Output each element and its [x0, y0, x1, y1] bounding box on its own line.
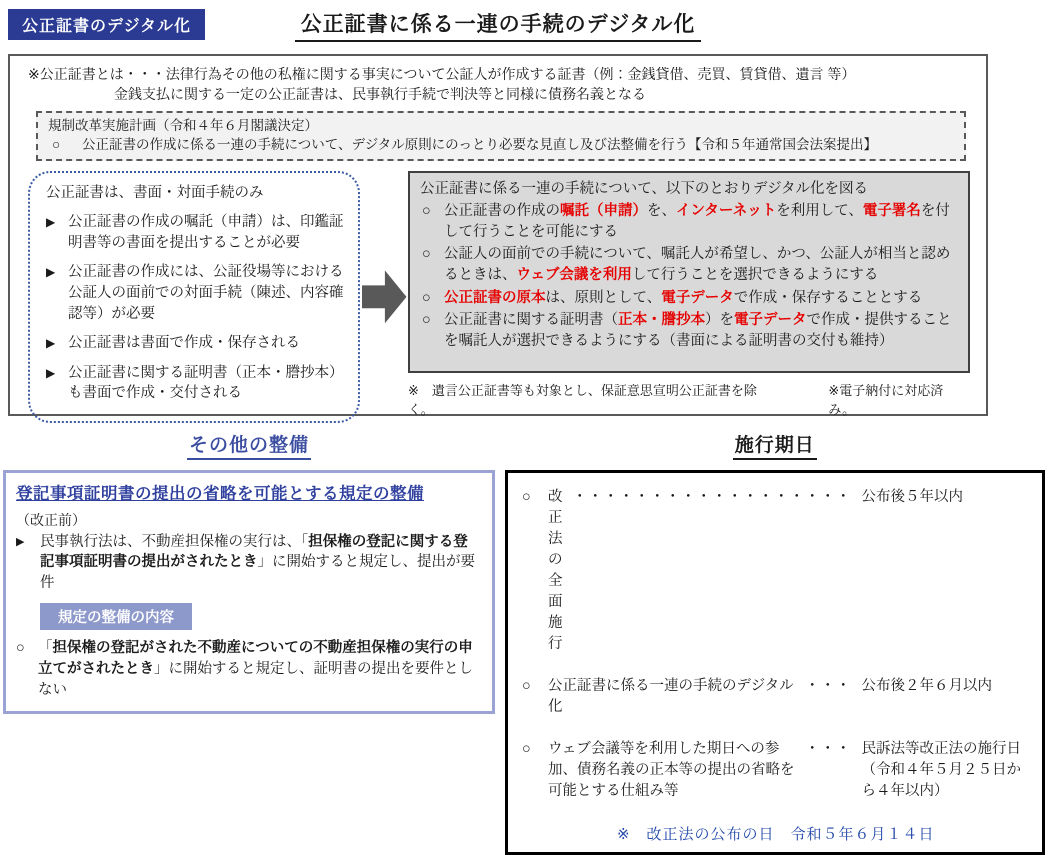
schedule-row: [522, 739, 1030, 802]
page-title: 公正証書に係る一連の手続のデジタル化: [295, 8, 702, 42]
topic-badge: 公正証書のデジタル化: [8, 9, 205, 40]
dot-leader: ・・・: [805, 678, 852, 695]
text-segment: ウェブ会議を利用: [516, 267, 632, 284]
list-item: [420, 310, 958, 351]
circle-marker: ○: [52, 137, 61, 153]
text-segment: して行うことを選択できるようにする: [631, 267, 879, 284]
plan-line2-text: 公正証書の作成に係る一連の手続について、デジタル原則にのっとり必要な見直し及び法整備を行う【令和５年通常国会法案提出】: [82, 137, 878, 153]
promulgation-note: ※ 改正法の公布の日 令和５年６月１４日: [616, 826, 935, 844]
right-arrow-icon: [362, 267, 407, 327]
list-item: [420, 288, 958, 309]
list-item: [46, 333, 346, 354]
definition-text: [28, 64, 978, 105]
text-segment: 公証人の面前での手続について、嘱託人が希望し、かつ、公証人が相当と認めるときは、: [444, 246, 951, 284]
text-segment: 正本・謄抄本: [618, 312, 705, 329]
current-item-text: 公正証書に関する証明書（正本・謄抄本）も書面で作成・交付される: [68, 364, 344, 402]
current-state-box: [28, 171, 360, 423]
text-segment: を付して行うことを可能にする: [444, 203, 950, 240]
current-item-text: 公正証書の作成の嘱託（申請）は、印鑑証明書等の書面を提出することが必要: [68, 214, 344, 251]
digitalization-title: 公正証書に係る一連の手続について、以下のとおりデジタル化を図る: [420, 180, 869, 197]
before-revision-item: [16, 532, 482, 593]
circle-marker: ○: [422, 312, 431, 329]
other-improvements-section: [0, 430, 500, 855]
digital-item-text: [444, 310, 958, 351]
text-segment: 電子データ: [661, 289, 734, 306]
circle-marker: ○: [522, 678, 531, 695]
after-item-text: [38, 638, 482, 701]
reform-plan-box: [36, 111, 966, 161]
footnotes: [408, 380, 970, 418]
before-item-text: [40, 532, 482, 593]
current-item-text: 公正証書は書面で作成・保存される: [68, 335, 300, 352]
header: [0, 0, 996, 50]
text-segment: 電子署名: [862, 203, 921, 220]
schedule-label: ウェブ会議等を利用した期日への参加、債務名義の正本等の提出の省略を可能とする仕組み等: [548, 741, 795, 800]
before-revision-label: （改正前）: [16, 512, 86, 528]
list-item: [46, 212, 346, 253]
dot-leader: ・・・・・・・・・・・・・・・・・・: [572, 489, 852, 505]
other-improvements-box: [3, 470, 495, 714]
triangle-bullet-icon: ▶: [16, 536, 25, 548]
text-segment: 」に開始すると規定し、証明書の提出を要件としない: [38, 660, 473, 698]
other-improvements-heading: その他の整備: [187, 430, 311, 460]
text-segment: 公正証書の作成の: [444, 203, 560, 220]
text-segment: 電子データ: [734, 312, 807, 329]
schedule-value: 公布後５年以内: [861, 489, 963, 505]
text-segment: 民事執行法は、不動産担保権の実行は、「: [40, 534, 309, 550]
flow-diagram: [28, 171, 970, 423]
text-segment: を利用して、: [776, 203, 863, 220]
text-segment: 嘱託（申請）: [560, 203, 647, 220]
text-segment: 担保権の登記がされた不動産についての不動産担保権の実行の申立てがされたとき: [38, 639, 473, 677]
enforcement-schedule-section: [500, 430, 1053, 855]
schedule-label: 改正法の全面施行: [548, 489, 563, 653]
triangle-bullet-icon: ▶: [46, 215, 56, 230]
triangle-bullet-icon: ▶: [46, 336, 56, 351]
footnote: ※電子納付に対応済み。: [828, 382, 944, 417]
definition-line1: ※公正証書とは・・・法律行為その他の私権に関する事実について公証人が作成する証書（例：金銭貸借、売買、賃貸借、遺言 等）: [28, 66, 856, 82]
digital-item-text: [444, 288, 922, 309]
text-segment: 公正証書の原本: [444, 289, 546, 306]
current-state-title: 公正証書は、書面・対面手続のみ: [46, 184, 264, 201]
triangle-bullet-icon: ▶: [46, 365, 56, 380]
other-box-title: 登記事項証明書の提出の省略を可能とする規定の整備: [16, 485, 424, 503]
enforcement-schedule-heading: 施行期日: [733, 430, 817, 460]
transition-arrow: [360, 171, 408, 423]
list-item: [46, 262, 346, 324]
circle-marker: ○: [522, 741, 531, 758]
plan-line2: [48, 135, 954, 155]
digitalization-column: [408, 171, 970, 423]
enforcement-schedule-box: [505, 470, 1045, 855]
circle-marker: ○: [422, 246, 431, 263]
plan-line1: 規制改革実施計画（令和４年６月閣議決定）: [48, 117, 318, 133]
schedule-value: 民訴法等改正法の施行日（令和４年５月２５日から４年以内）: [861, 741, 1021, 800]
schedule-row: [522, 487, 1030, 655]
circle-marker: ○: [422, 289, 431, 306]
text-segment: インターネット: [676, 203, 777, 220]
circle-marker: ○: [422, 203, 431, 220]
text-segment: 公正証書に関する証明書（: [444, 312, 618, 329]
rule-content-badge: 規定の整備の内容: [40, 603, 192, 630]
list-item: [420, 244, 958, 285]
dot-leader: ・・・: [805, 741, 852, 758]
text-segment: で作成・保存することとする: [733, 289, 923, 306]
list-item: [420, 201, 958, 242]
schedule-value: 公布後２年６月以内: [861, 678, 992, 695]
bottom-sections: [0, 430, 1021, 855]
footnote: ※ 遺言公正証書等も対象とし、保証意思宣明公正証書を除く。: [408, 382, 757, 417]
text-segment: 担保権の登記に関する登記事項証明書の提出がされたとき: [40, 534, 468, 571]
text-segment: で作成・提供することを嘱託人が選択できるようにする（書面による証明書の交付も維持）: [444, 312, 952, 349]
list-item: [46, 363, 346, 404]
schedule-row: [522, 676, 1030, 718]
circle-marker: ○: [16, 639, 25, 656]
text-segment: は、原則として、: [545, 289, 662, 306]
triangle-bullet-icon: ▶: [46, 265, 56, 280]
schedule-label: 公正証書に係る一連の手続のデジタル化: [548, 678, 794, 716]
overview-panel: [8, 54, 988, 416]
after-revision-item: [16, 638, 482, 701]
text-segment: 「: [38, 639, 53, 656]
current-item-text: 公正証書の作成には、公証役場等における公証人の面前での対面手続（陳述、内容確認等）が必要: [68, 264, 344, 322]
circle-marker: ○: [522, 489, 531, 505]
text-segment: を、: [647, 203, 676, 220]
text-segment: ）を: [705, 312, 734, 329]
text-segment: 」に開始すると規定し、提出が要件: [40, 554, 475, 591]
digitalization-box: [408, 171, 970, 373]
digital-item-text: [444, 244, 958, 285]
digital-item-text: [444, 201, 958, 242]
definition-line2: 金銭支払に関する一定の公正証書は、民事執行手続で判決等と同様に債務名義となる: [114, 86, 646, 103]
